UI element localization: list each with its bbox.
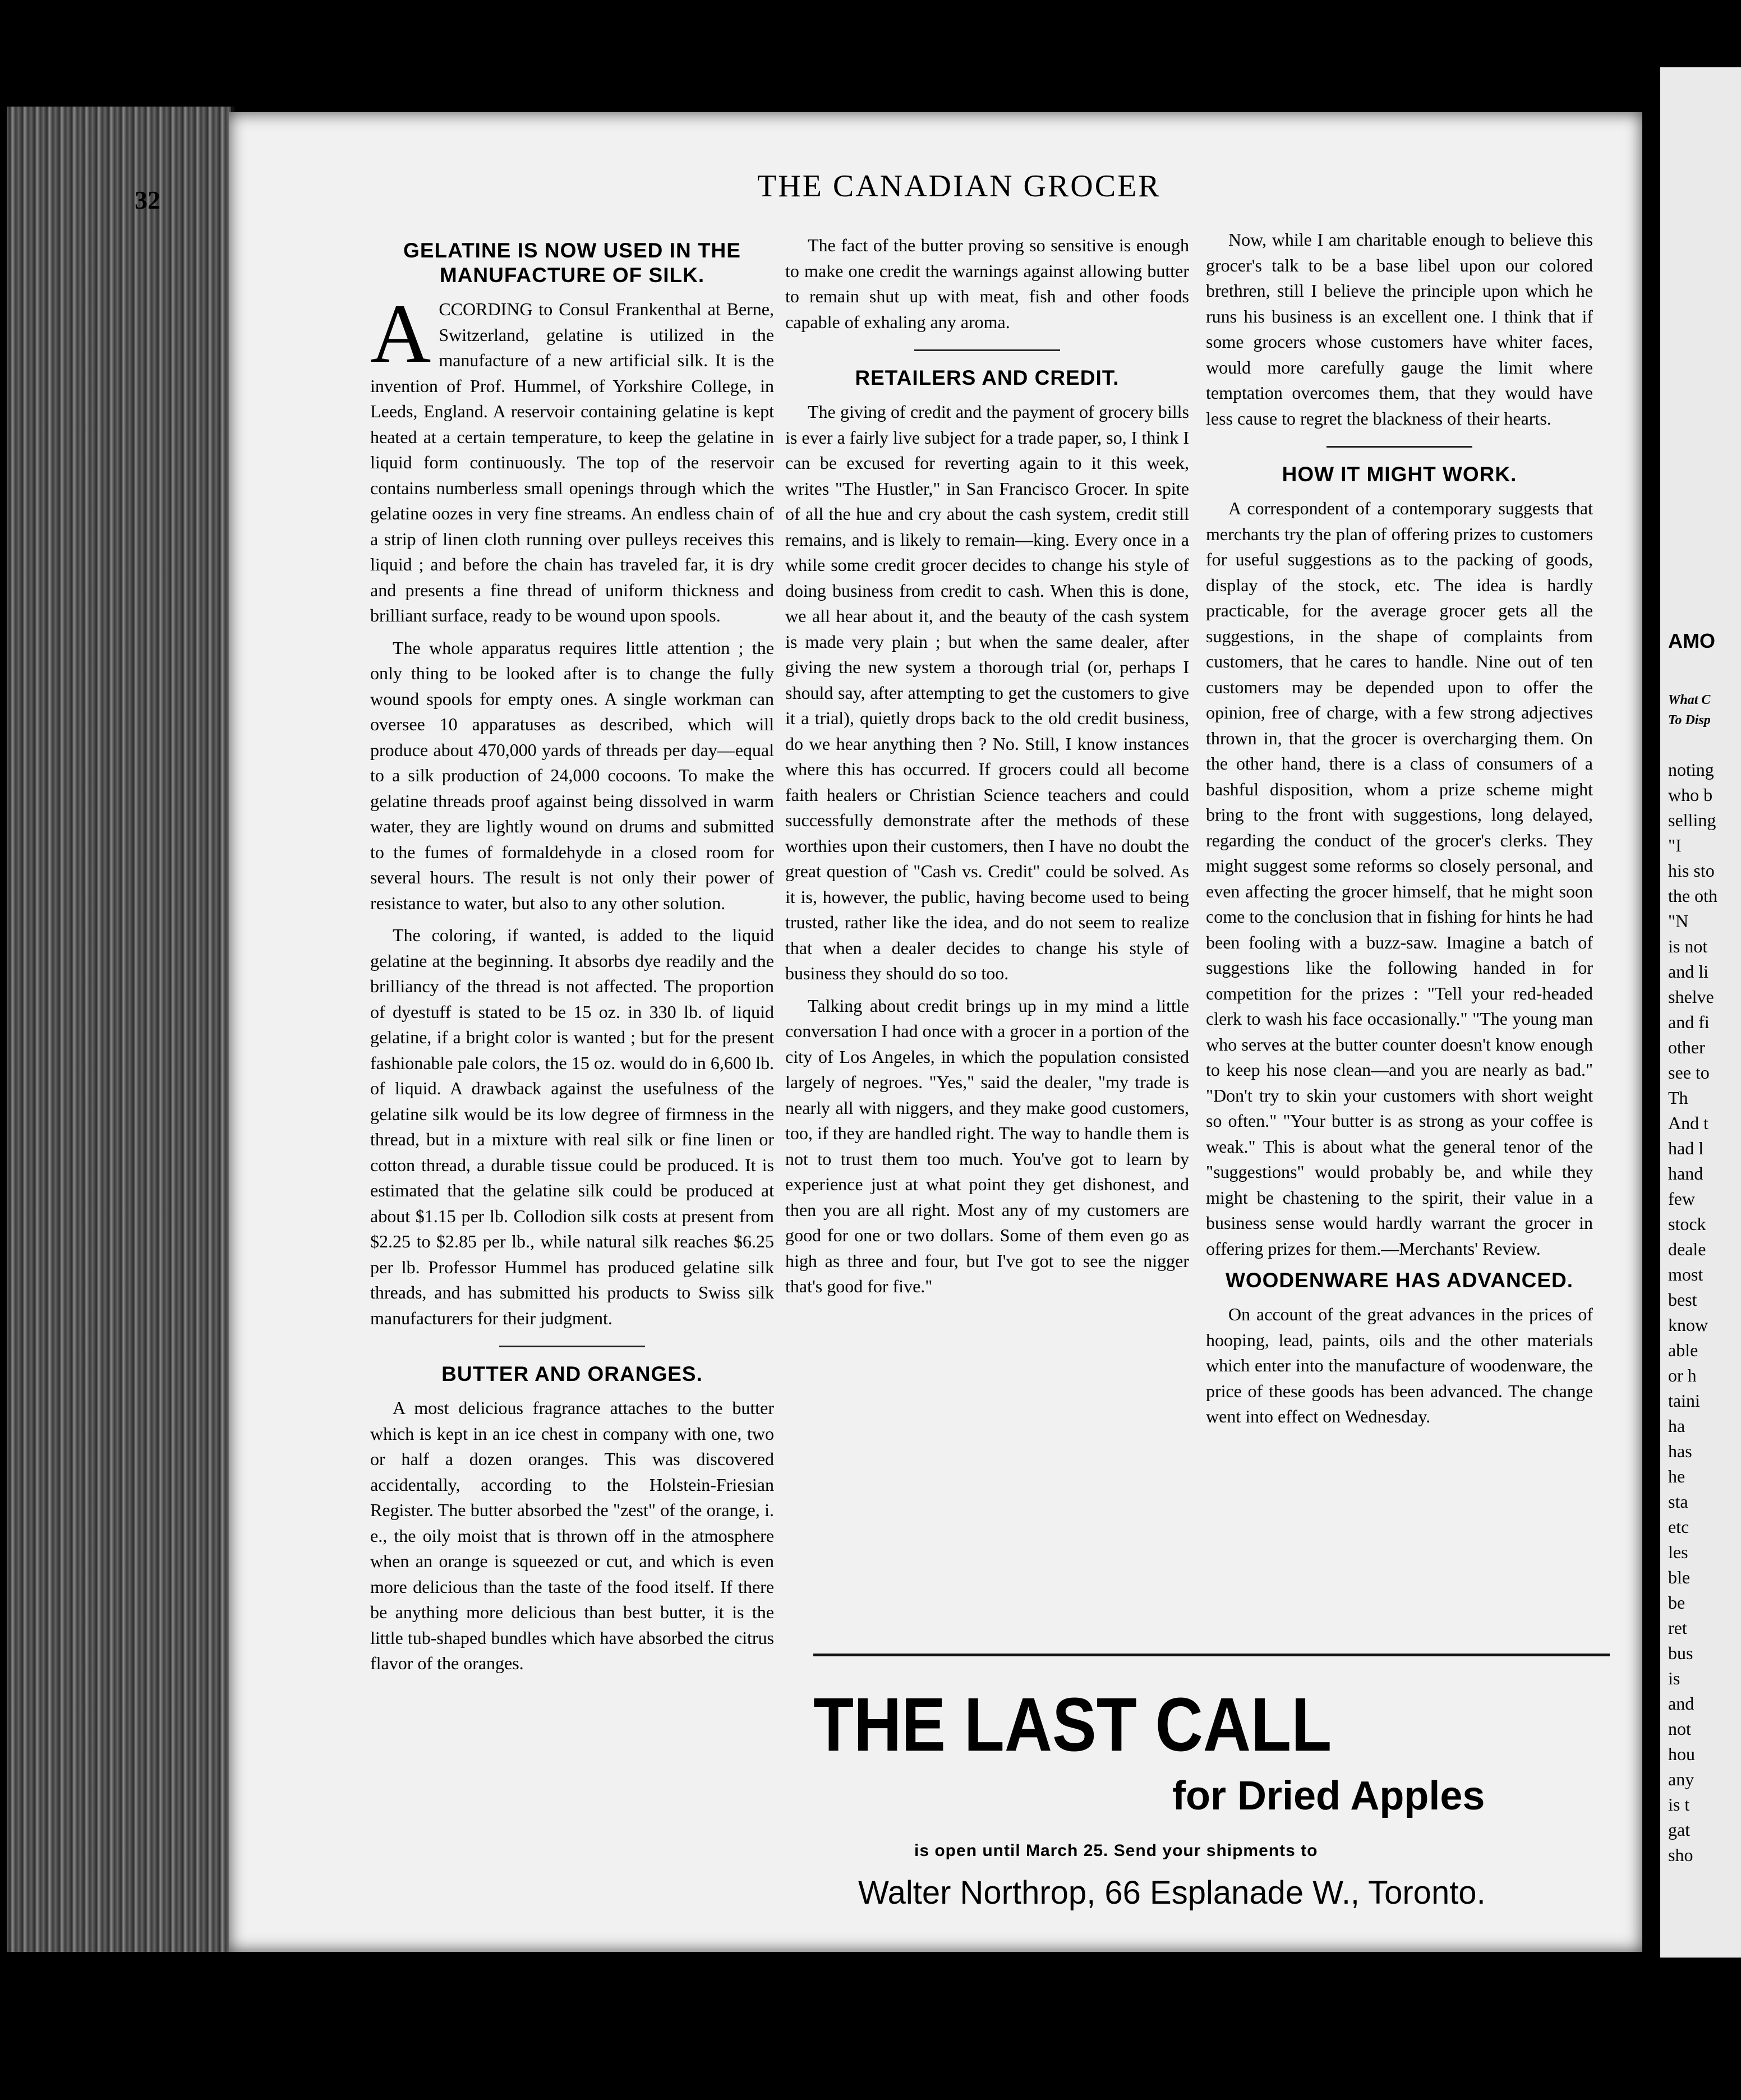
adjacent-text-line: bus xyxy=(1668,1643,1693,1663)
article-paragraph: A most delicious fragrance attaches to the butter which is kept in an ice chest in company with one, two or half a dozen oranges. This was discovered accidentally, according to the Holstein-Friesian Register. The butter absorbed the "zest" of the orange, i. e., the oily moist that is thrown off in the atmosphere when an orange is squeezed or cut, and which is even more delicious than the taste of the food itself. If there be anything more delicious than best butter, it is the little tub-shaped bundles which have absorbed the citrus flavor of the oranges. xyxy=(370,1398,774,1673)
adjacent-text-line: is t xyxy=(1668,1794,1690,1815)
article-paragraph: The giving of credit and the payment of grocery bills is ever a fairly live subject for a trade paper, so, I think I can be excused for reverting again to it this week, writes "The Hustler," in San Francisco Grocer. In spite of all the hue and cry about the cash system, credit still remains, and is likely to remain—king. Every once in a while some credit grocer decides to change his style of doing business from credit to cash. When this is done, we all hear about it, and the beauty of the cash system is made very plain ; but when the same dealer, after giving the new system a thorough trial (or, perhaps I should say, after attempting to get the customers to give it a trial), quietly drops back to the old credit business, do we hear anything then ? No. Still, I know instances where this has occurred. If grocers could all become faith healers or Christian Science teachers and could successfully demonstrate after the methods of these worthies upon their customers, then I have no doubt the great question of "Cash vs. Credit" could be solved. As it is, however, the public, having become used to being trusted, rather like the idea, and do not seem to realize that when a dealer decides to change his style of business they should do so too. xyxy=(785,402,1189,983)
paragraph-text: CCORDING to Consul Frankenthal at Berne, Switzerland, gelatine is utilized in the manufacture of a new artificial silk. It is the invention of Prof. Hummel, of Yorkshire College, in Leeds, England. A reservoir containing gelatine is kept heated at a certain temperature, to keep the gelatine in liquid form continuously. The top of the reservoir contains numberless small openings through which the gelatine oozes in very fine streams. An endless chain of a strip of linen cloth running over pulleys receives this liquid ; and before the chain has traveled far, it is dry and presents a fine thread of uniform thickness and brilliant surface, ready to be wound upon spools. xyxy=(370,299,774,625)
adjacent-text-line: taini xyxy=(1668,1390,1700,1411)
page-number: 32 xyxy=(135,186,160,214)
article-paragraph xyxy=(370,287,774,629)
book-binding-edge xyxy=(7,107,234,1952)
adjacent-text-line: not xyxy=(1668,1719,1691,1739)
adjacent-text-line: ret xyxy=(1668,1618,1687,1638)
article-title-woodenware: WOODENWARE HAS ADVANCED. xyxy=(1225,1269,1574,1292)
section-divider xyxy=(499,1346,645,1347)
adjacent-text-line: the oth xyxy=(1668,886,1717,906)
adjacent-text-line: had l xyxy=(1668,1138,1704,1158)
adjacent-text-line: ble xyxy=(1668,1567,1691,1587)
adjacent-text-line: see to xyxy=(1668,1062,1710,1083)
adjacent-text-line: best xyxy=(1668,1290,1697,1310)
adjacent-heading: AMO xyxy=(1668,629,1715,652)
column-1 xyxy=(370,238,774,1683)
ad-address: Walter Northrop, 66 Esplanade W., Toronto. xyxy=(858,1875,1486,1911)
adjacent-text-line: noting xyxy=(1668,759,1714,780)
running-head: THE CANADIAN GROCER xyxy=(757,169,1161,204)
adjacent-text-line: shelve xyxy=(1668,987,1714,1007)
article-title-credit: RETAILERS AND CREDIT. xyxy=(855,366,1120,389)
adjacent-text-line: any xyxy=(1668,1769,1694,1789)
adjacent-text-line: or h xyxy=(1668,1365,1697,1385)
section-divider xyxy=(914,349,1060,351)
adjacent-text-line: selling xyxy=(1668,810,1716,830)
adjacent-text-line: most xyxy=(1668,1264,1703,1284)
adjacent-text-line: etc xyxy=(1668,1517,1689,1537)
adjacent-text-line: Th xyxy=(1668,1088,1688,1108)
article-paragraph: Talking about credit brings up in my mind a little conversation I had once with a grocer in a portion of the city of Los Angeles, in which the population consisted largely of negroes. "Yes," said the dealer, "my trade is nearly all with niggers, and they make good customers, too, if they are handled right. The way to handle them is not to trust them too much. You've got to learn by experience just at what point they get dishonest, and then you are all right. Most any of my customers are good for one or two dollars. Some of them even go as high as three and four, but I've got to see the nigger that's good for five." xyxy=(785,995,1189,1296)
ad-subhead: for Dried Apples xyxy=(1172,1774,1485,1818)
adjacent-text-line: gat xyxy=(1668,1820,1691,1840)
adjacent-text-line: "N xyxy=(1668,911,1689,931)
adjacent-text-line: sho xyxy=(1668,1845,1693,1865)
adjacent-subheading: What C xyxy=(1668,693,1711,707)
adjacent-subheading: To Disp xyxy=(1668,713,1711,727)
adjacent-text-line: able xyxy=(1668,1340,1698,1360)
article-paragraph: The whole apparatus requires little attention ; the only thing to be looked after is to change the fully wound spools for empty ones. A single workman can oversee 10 apparatuses as described, which will produce about 470,000 yards of threads per day—equal to a silk production of 24,000 cocoons. To make the gelatine threads proof against being dissolved in warm water, they are lightly wound on drums and submitted to the fumes of formaldehyde in a closed room for several hours. The result is not only their power of resistance to water, but also to any other solution. xyxy=(370,637,774,913)
adjacent-text-line: is xyxy=(1668,1668,1680,1688)
article-title-butter: BUTTER AND ORANGES. xyxy=(441,1362,703,1385)
drop-cap: A xyxy=(370,287,431,380)
adjacent-text-line: has xyxy=(1668,1441,1692,1461)
adjacent-text-line: deale xyxy=(1668,1239,1706,1259)
adjacent-text-line: sta xyxy=(1668,1491,1688,1512)
adjacent-text-line: "I xyxy=(1668,835,1682,855)
adjacent-text-line: know xyxy=(1668,1315,1708,1335)
article-paragraph: A correspondent of a contemporary suggests that merchants try the plan of offering prizes to customers for useful suggestions as to the packing of goods, display of the stock, etc. The idea is hardly practicable, for the average grocer gets all the suggestions, in the shape of complaints from customers, that he cares to handle. Nine out of ten customers may be depended upon to offer the opinion, free of charge, with a few strong adjectives thrown in, that the grocer is overcharging them. On the other hand, there is a class of consumers of a bashful disposition, whom a prize scheme might bring to the front with suggestions, long delayed, regarding the conduct of the grocer's clerks. They might suggest some reforms so closely personal, and even affecting the grocer himself, that he might soon come to the conclusion that in fishing for hints he had been fooling with a buzz-saw. Imagine a batch of suggestions like the following handed in for competition for the prizes : "Tell your red-headed clerk to wash his face occasionally." "The young man who serves at the butter counter doesn't know enough to keep his nose clean—and you are nearly as bad." "Don't try to skin your customers with short weight so often." "Your butter is as strong as your coffee is weak." This is about what the general tenor of the "suggestions" would probably be, and while they might be chastening to the spirit, their value in a business sense would hardly warrant the grocer in offering prizes for them.—Merchants' Review. xyxy=(1206,498,1593,1259)
adjacent-text-line: who b xyxy=(1668,785,1713,805)
article-title-work: HOW IT MIGHT WORK. xyxy=(1282,463,1517,486)
article-paragraph: Now, while I am charitable enough to believe this grocer's talk to be a base libel upon our colored brethren, still I believe the principle upon which he runs his business is an excellent one. I think that if some grocers whose customers have whiter faces, would more carefully gauge the limit where temptation overcomes them, that they would have less cause to regret the blackness of their hearts. xyxy=(1206,229,1593,429)
section-divider xyxy=(1327,446,1472,448)
column-2 xyxy=(785,233,1189,1306)
adjacent-text-line: les xyxy=(1668,1542,1688,1562)
adjacent-text-line: other xyxy=(1668,1037,1705,1057)
column-3 xyxy=(1206,227,1593,1436)
adjacent-text-line: hou xyxy=(1668,1744,1695,1764)
adjacent-text-line: and fi xyxy=(1668,1012,1710,1032)
ad-deadline-line: is open until March 25. Send your shipments to xyxy=(914,1841,1318,1860)
ad-headline: THE LAST CALL xyxy=(813,1682,1332,1768)
article-paragraph: On account of the great advances in the prices of hooping, lead, paints, oils and the other materials which enter into the manufacture of woodenware, the price of these goods has been advanced. The change went into effect on Wednesday. xyxy=(1206,1304,1593,1426)
adjacent-text-line: And t xyxy=(1668,1113,1708,1133)
adjacent-text-line: hand xyxy=(1668,1163,1703,1183)
article-title-gelatine: GELATINE IS NOW USED IN THE MANUFACTURE OF SILK. xyxy=(403,239,741,287)
adjacent-text-line: few xyxy=(1668,1189,1695,1209)
adjacent-page-edge xyxy=(1660,67,1741,1958)
adjacent-text-line: stock xyxy=(1668,1214,1706,1234)
article-paragraph: The fact of the butter proving so sensitive is enough to make one credit the warnings against allowing butter to remain shut up with meat, fish and other foods capable of exhaling any aroma. xyxy=(785,235,1189,332)
adjacent-text-line: is not xyxy=(1668,936,1708,956)
adjacent-text-line: his sto xyxy=(1668,860,1715,881)
adjacent-text-line: and xyxy=(1668,1693,1694,1714)
adjacent-text-line: be xyxy=(1668,1592,1685,1613)
advertisement xyxy=(813,1654,1610,1920)
adjacent-text-line: and li xyxy=(1668,961,1708,982)
adjacent-text-line: he xyxy=(1668,1466,1685,1486)
article-paragraph: The coloring, if wanted, is added to the liquid gelatine at the beginning. It absorbs dye readily and the brilliancy of the thread is not affected. The proportion of dyestuff is stated to be 15 oz. in 330 lb. of liquid gelatine, if a bright color is wanted ; but for the present fashionable pale colors, the 15 oz. would do in 6,600 lb. of liquid. A drawback against the usefulness of the gelatine silk would be its low degree of firmness in the thread, but in a mixture with real silk or fine linen or cotton thread, a durable tissue could be produced. It is estimated that the gelatine silk could be produced at about $1.15 per lb. Collodion silk costs at present from $2.25 to $2.85 per lb., while natural silk reaches $6.25 per lb. Professor Hummel has produced gelatine silk threads, and has submitted his products to Swiss silk manufacturers for their judgment. xyxy=(370,925,774,1328)
adjacent-text-line: ha xyxy=(1668,1416,1685,1436)
